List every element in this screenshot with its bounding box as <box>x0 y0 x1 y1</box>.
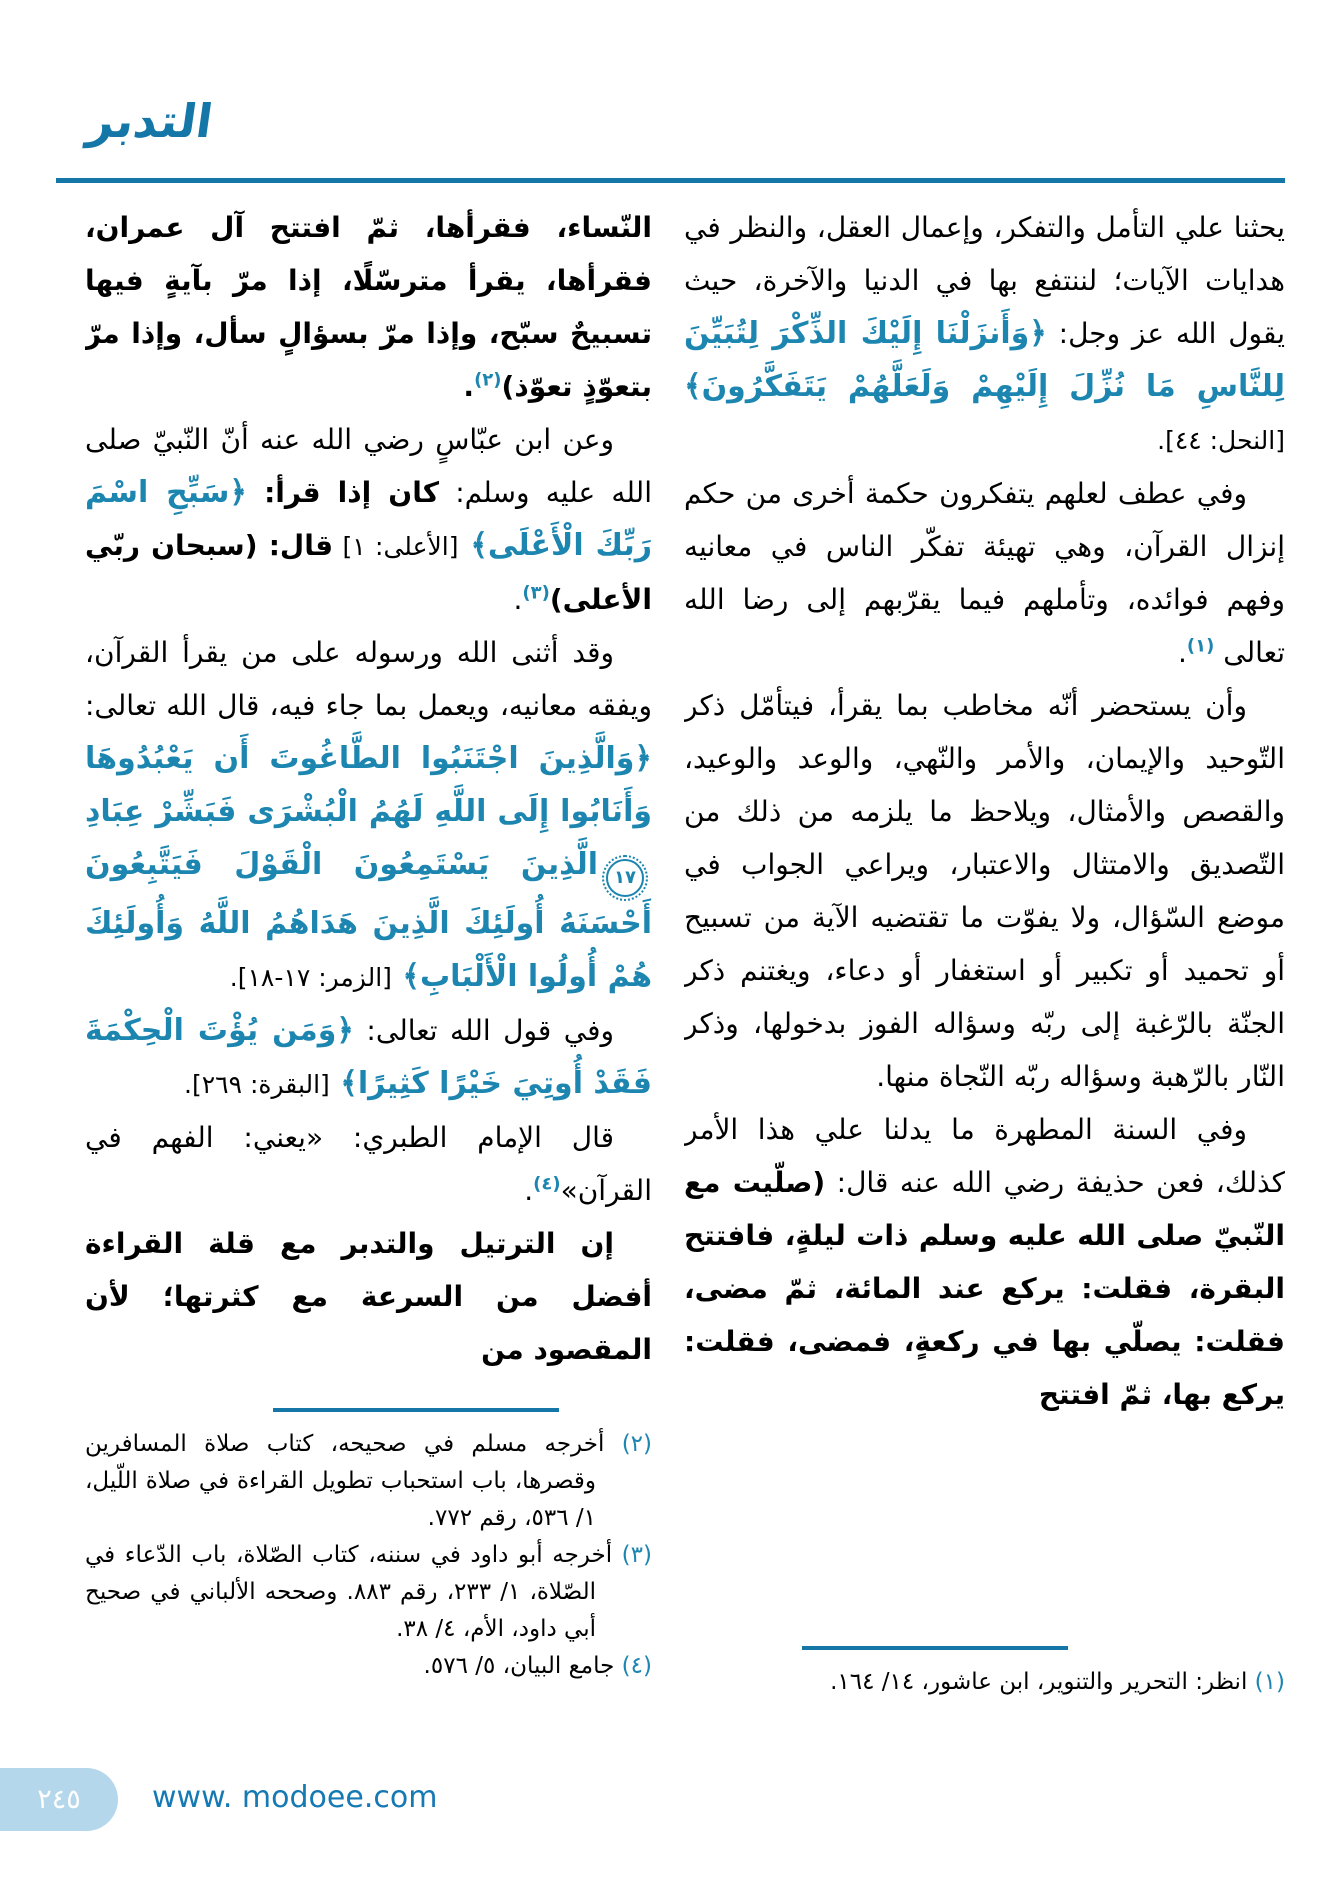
paragraph <box>85 1004 652 1111</box>
footnote-marker: (٤) <box>533 1173 561 1195</box>
footnote-text: أخرجه مسلم في صحيحه، كتاب صلاة المسافرين وقصرها، باب استحباب تطويل القراءة في صلاة اللّيل، ١/ ٥٣٦، رقم ٧٧٢. <box>85 1431 605 1531</box>
footnote-text: أخرجه أبو داود في سننه، كتاب الصّلاة، باب الدّعاء في الصّلاة، ١/ ٢٣٣، رقم ٨٨٣. وصححه الألباني في صحيح أبي داود، الأم، ٤/ ٣٨. <box>85 1542 613 1642</box>
footnote-number: (٣) <box>621 1542 652 1568</box>
verse-reference: [النحل: ٤٤]. <box>1157 426 1285 455</box>
footnote-marker: (١) <box>1186 635 1215 657</box>
footnotes-left <box>85 1408 652 1685</box>
paragraph <box>684 679 1285 1103</box>
verse-reference: [الأعلى: ١] <box>333 532 459 561</box>
footnote <box>85 1648 652 1685</box>
page-number: ٢٤٥ <box>37 1784 81 1815</box>
footnote <box>684 1664 1285 1701</box>
text-run: . <box>524 1174 534 1207</box>
text-run: يحثنا علي التأمل والتفكر، وإعمال العقل، والنظر في هدايات الآيات؛ لننتفع بها في الدنيا والآخرة، حيث يقول الله عز وجل: <box>684 211 1285 350</box>
column-left <box>85 201 652 1407</box>
quran-verse: ﴿سَبِّحِ اسْمَ رَبِّكَ الْأَعْلَى﴾ <box>85 475 652 563</box>
bold-text-run: إن الترتيل والتدبر مع قلة القراءة أفضل من السرعة مع كثرتها؛ لأن المقصود من <box>85 1227 652 1366</box>
text-run: . <box>513 583 523 616</box>
footnote-marker: (٢) <box>474 369 502 391</box>
bold-text-run: . <box>463 370 475 403</box>
page-title: التدبر <box>84 94 217 148</box>
footnote-number: (٢) <box>621 1431 653 1457</box>
footnote-number: (١) <box>1254 1669 1285 1695</box>
footnote <box>85 1537 652 1648</box>
text-run: وأن يستحضر أنّه مخاطب بما يقرأ، فيتأمّل ذكر التّوحيد والإيمان، والأمر والنّهي، والوعد والوعيد، والقصص والأمثال، ويلاحظ ما يلزمه من ذلك من التّصديق والامتثال والاعتبار، ويراعي الجواب في موضع السّؤال، ولا يفوّت ما تقتضيه الآية من تسبيح أو تحميد أو تكبير أو استغفار أو دعاء، ويغتنم ذكر الجنّة بالرّغبة إلى ربّه وسؤاله الفوز بدخولها، وذكر النّار بالرّهبة وسؤاله ربّه النّجاة منها. <box>684 689 1285 1093</box>
verse-reference: [البقرة: ٢٦٩]. <box>184 1070 330 1099</box>
footnote-list-right <box>684 1664 1285 1701</box>
bold-text-run: قال: (سبحان ربّي الأعلى) <box>85 529 652 616</box>
bold-text-run: كان إذا قرأ: <box>247 476 439 509</box>
footnotes-right <box>684 1646 1285 1701</box>
header-rule <box>56 178 1285 183</box>
footnote <box>85 1426 652 1537</box>
ayah-number-badge: ١٧ <box>606 859 644 897</box>
quran-verse: ﴿وَالَّذِينَ اجْتَنَبُوا الطَّاغُوتَ أَن يَعْبُدُوهَا وَأَنَابُوا إِلَى اللَّهِ لَهُمُ الْبُشْرَى فَبَشِّرْ عِبَادِ <box>85 741 652 829</box>
paragraph <box>684 467 1285 679</box>
paragraph <box>85 626 652 1004</box>
footnote-list-left <box>85 1426 652 1685</box>
paragraph <box>85 201 652 413</box>
paragraph <box>85 1111 652 1217</box>
paragraph <box>85 413 652 626</box>
quran-verse: الَّذِينَ يَسْتَمِعُونَ الْقَوْلَ فَيَتَّبِعُونَ أَحْسَنَهُ أُولَئِكَ الَّذِينَ هَدَاهُمُ اللَّهُ وَأُولَئِكَ هُمْ أُولُوا الْأَلْبَابِ﴾ <box>85 847 652 994</box>
text-run: وعن ابن عبّاسٍ رضي الله عنه أنّ النّبيّ صلى الله عليه وسلم: <box>85 423 652 509</box>
paragraph <box>684 201 1285 467</box>
text-run: . <box>1178 636 1187 669</box>
footnote-number: (٤) <box>621 1653 652 1679</box>
quran-verse: ﴿وَمَن يُؤْتَ الْحِكْمَةَ فَقَدْ أُوتِيَ خَيْرًا كَثِيرًا﴾ <box>85 1013 652 1101</box>
text-run: وفي قول الله تعالى: <box>353 1014 615 1047</box>
bold-text-run: (صلّيت مع النّبيّ صلى الله عليه وسلم ذات ليلةٍ، فافتتح البقرة، فقلت: يركع عند المائة، ثمّ مضى، فقلت: يصلّي بها في ركعةٍ، فمضى، فقلت: يركع بها، ثمّ افتتح <box>684 1166 1285 1411</box>
verse-reference: [الزمر: ١٧-١٨]. <box>229 963 392 992</box>
footnote-marker: (٣) <box>522 582 550 604</box>
footnote-separator <box>273 1408 559 1412</box>
page-number-tab <box>0 1768 118 1831</box>
footnote-text: جامع البيان، ٥/ ٥٧٦. <box>423 1653 615 1679</box>
text-run: قال الإمام الطبري: «يعني: الفهم في القرآن» <box>85 1121 652 1207</box>
quran-verse: ﴿وَأَنزَلْنَا إِلَيْكَ الذِّكْرَ لِتُبَيِّنَ لِلنَّاسِ مَا نُزِّلَ إِلَيْهِمْ وَلَعَلَّهُمْ يَتَفَكَّرُونَ﴾ <box>684 316 1285 404</box>
text-run: وقد أثنى الله ورسوله على من يقرأ القرآن، ويفقه معانيه، ويعمل بما جاء فيه، قال الله تعالى: <box>85 636 652 722</box>
text-run: وفي السنة المطهرة ما يدلنا علي هذا الأمر كذلك، فعن حذيفة رضي الله عنه قال: <box>684 1113 1285 1199</box>
website-url: www. modoee.com <box>152 1780 438 1815</box>
footnote-separator <box>802 1646 1068 1650</box>
bold-text-run: النّساء، فقرأها، ثمّ افتتح آل عمران، فقرأها، يقرأ مترسّلًا، إذا مرّ بآيةٍ فيها تسبيحٌ سبّح، وإذا مرّ بسؤالٍ سأل، وإذا مرّ بتعوّذٍ تعوّذ) <box>85 211 652 403</box>
paragraph <box>85 1217 652 1376</box>
text-run: وفي عطف لعلهم يتفكرون حكمة أخرى من حكم إنزال القرآن، وهي تهيئة تفكّر الناس في معانيه وفهم فوائده، وتأملهم فيما يقرّبهم إلى رضا الله تعالى <box>684 477 1285 669</box>
paragraph <box>684 1103 1285 1421</box>
column-right <box>684 201 1285 1641</box>
footnote-text: انظر: التحرير والتنوير، ابن عاشور، ١٤/ ١٦٤. <box>830 1669 1248 1695</box>
